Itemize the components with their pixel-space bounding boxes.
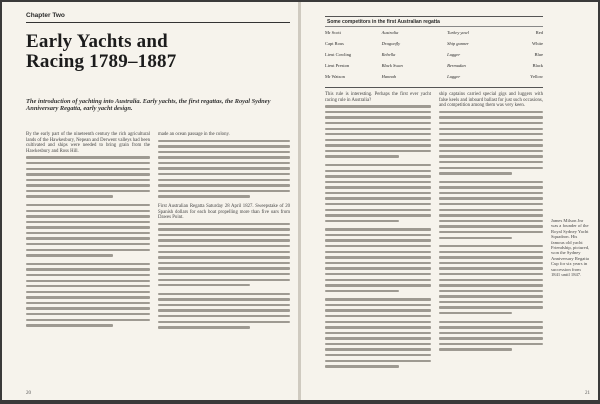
chapter-label: Chapter Two: [26, 12, 65, 19]
right-column-1: [325, 92, 431, 371]
table-row: Mr Scott Australia Turkey yawl Red: [325, 30, 543, 35]
left-page: [2, 2, 298, 400]
photo-caption: James Milson Jnr was a founder of the Royal Sydney Yacht Squadron. His famous old yacht Friendship, pictured, won the Sydney Anniversary Regatta Cup for six years in succession from 1841 until 1847.: [551, 218, 590, 278]
left-col1-lead: By the early part of the nineteenth century the rich agricultural lands of the Hawkesbury, Nepean and Derwent valleys had been cultivated and ships were needed to bring grain from the Hawkesbury and Ross Hill.: [26, 132, 150, 154]
right-column-2: [439, 92, 543, 354]
header-rule: [26, 22, 290, 23]
left-column-2: [158, 132, 290, 332]
body-text-lines: [26, 156, 150, 326]
right-col2-lead: ship captains carried special gigs and luggers with false keels and inboard ballast for just such occasions, and competition among them was very keen.: [439, 92, 543, 109]
title-line-2: Racing 1789–1887: [26, 51, 177, 72]
left-col2-regatta: First Australian Regatta Saturday 28 April 1827. Sweepstake of 20 Spanish dollars for each boat propelling more than five oars from Dawes Point.: [158, 203, 290, 221]
table-row: Capt Rous Dragonfly Ship gunner White: [325, 41, 543, 46]
right-col1-lead: This rule is interesting. Perhaps the first ever yacht racing rule in Australia?: [325, 92, 431, 103]
left-col2-lead: made an ocean passage in the colony.: [158, 132, 230, 137]
title-line-1: Early Yachts and: [26, 31, 168, 52]
table-row: Lieut Preston Black Swan Bermudan Black: [325, 63, 543, 68]
left-column-1: [26, 132, 150, 330]
chapter-title: [26, 32, 290, 72]
page-number-right: 21: [585, 391, 590, 396]
body-text-lines: [439, 111, 543, 351]
table-row: Mr Watson Hannah Lugger Yellow: [325, 74, 543, 79]
chapter-header: [26, 12, 290, 23]
body-text-lines: [158, 223, 290, 329]
competitors-table: [325, 16, 543, 88]
body-text-lines: [325, 105, 431, 367]
chapter-intro: The introduction of yachting into Australia. Early yachts, the first regattas, the Royal Sydney Anniversary Regatta, early yacht design.: [26, 98, 271, 113]
table-row: Lieut Cowling Rebella Lugger Blue: [325, 52, 543, 57]
body-text-lines: [158, 140, 290, 204]
right-page: [301, 2, 598, 400]
page-number-left: 20: [26, 391, 31, 396]
table-title: Some competitors in the first Australian regatta: [325, 17, 543, 27]
